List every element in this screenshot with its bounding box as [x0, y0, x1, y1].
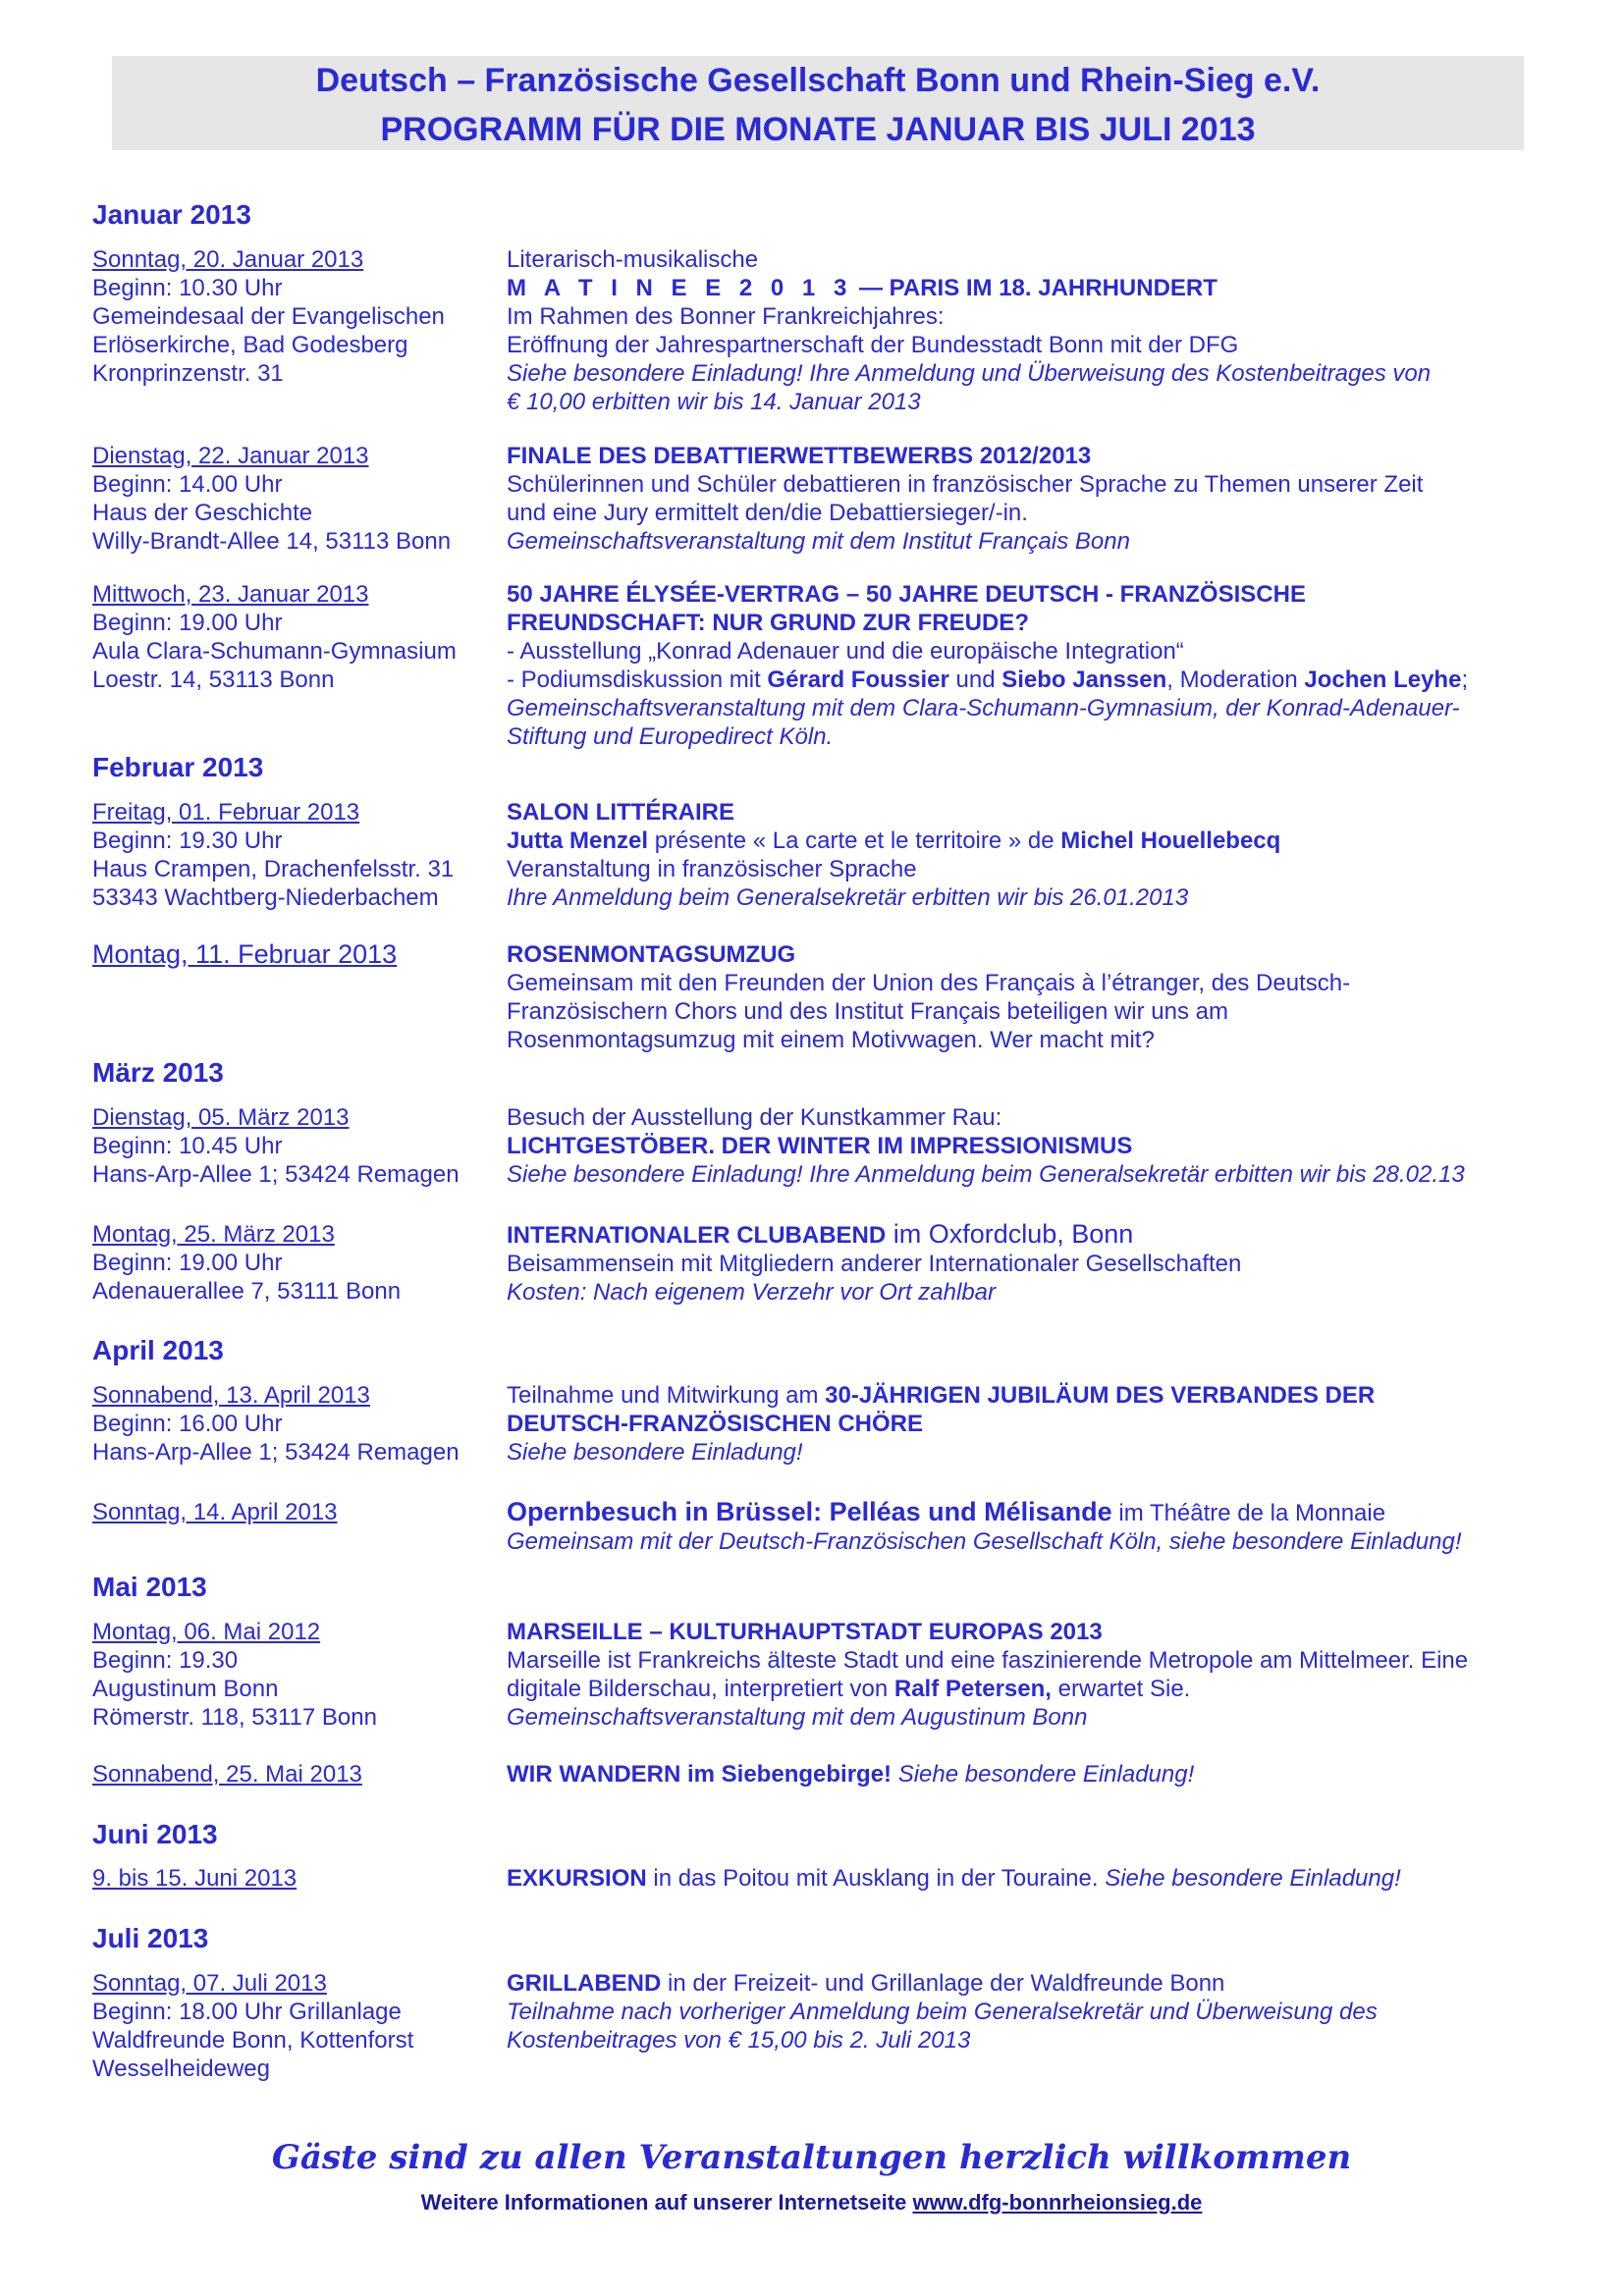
website-info-text: Weitere Informationen auf unserer Internetseite — [420, 2190, 913, 2215]
event-title: WIR WANDERN im Siebengebirge! — [507, 1761, 893, 1788]
event-text: Beisammensein mit Mitgliedern anderer Internationaler Gesellschaften — [507, 1251, 1242, 1277]
event-title: INTERNATIONALER CLUBABEND — [507, 1222, 887, 1249]
event-text: in das Poitou mit Ausklang in der Touraine. — [646, 1865, 1106, 1892]
event-venue: Aula Clara-Schumann-Gymnasium — [92, 638, 457, 665]
event-text: Besuch der Ausstellung der Kunstkammer Rau: — [507, 1104, 1002, 1131]
event-text: Schülerinnen und Schüler debattieren in französischer Sprache zu Themen unserer Zeit — [507, 471, 1424, 498]
program-title: PROGRAMM FÜR DIE MONATE JANUAR BIS JULI 2013 — [380, 111, 1256, 148]
event-title: SALON LITTÉRAIRE — [507, 799, 734, 826]
event-title: LICHTGESTÖBER. DER WINTER IM IMPRESSIONISMUS — [507, 1133, 1133, 1159]
speaker-name: Siebo Janssen — [1001, 667, 1167, 693]
event-text: und — [948, 667, 1002, 693]
event-address: 53343 Wachtberg-Niederbachem — [92, 884, 439, 911]
event-venue: Gemeindesaal der Evangelischen — [92, 303, 445, 330]
website-info — [0, 2190, 1623, 2216]
event-note: Siehe besondere Einladung! — [1105, 1865, 1401, 1892]
event-venue: Augustinum Bonn — [92, 1676, 279, 1702]
event-note: Gemeinschaftsveranstaltung mit dem Institut Français Bonn — [507, 528, 1130, 555]
event-note: Siehe besondere Einladung! — [892, 1761, 1195, 1788]
event-text: und eine Jury ermittelt den/die Debattiersieger/-in. — [507, 500, 1028, 526]
event-note: Kostenbeitrages von € 15,00 bis 2. Juli 2013 — [507, 2027, 971, 2054]
event-venue: Erlöserkirche, Bad Godesberg — [92, 332, 408, 358]
month-heading-mai: Mai 2013 — [92, 1572, 207, 1602]
event-date: Freitag, 01. Februar 2013 — [92, 799, 360, 826]
event-address: Kronprinzenstr. 31 — [92, 360, 284, 387]
speaker-name: Ralf Petersen, — [893, 1676, 1052, 1702]
event-location: im Théâtre de la Monnaie — [1111, 1500, 1386, 1526]
event-text: in der Freizeit- und Grillanlage der Waldfreunde Bonn — [661, 1970, 1225, 1997]
event-time: Beginn: 19.00 Uhr — [92, 610, 283, 636]
event-text: erwartet Sie. — [1051, 1676, 1191, 1702]
event-text: Marseille ist Frankreichs älteste Stadt und eine faszinierende Metropole am Mittelmeer. Eine — [507, 1647, 1469, 1674]
event-note: Siehe besondere Einladung! — [507, 1439, 803, 1466]
event-text: digitale Bilderschau, interpretiert von — [507, 1676, 894, 1702]
event-title: FINALE DES DEBATTIERWETTBEWERBS 2012/2013 — [507, 443, 1092, 469]
event-title: GRILLABEND — [507, 1970, 662, 1997]
event-venue: Haus der Geschichte — [92, 500, 313, 526]
event-time: Beginn: 14.00 Uhr — [92, 471, 283, 498]
month-heading-maerz: März 2013 — [92, 1057, 224, 1088]
month-heading-februar: Februar 2013 — [92, 752, 264, 782]
event-text: , Moderation — [1166, 667, 1305, 693]
event-title: 30-JÄHRIGEN JUBILÄUM DES VERBANDES DER — [825, 1382, 1376, 1409]
event-date: 9. bis 15. Juni 2013 — [92, 1865, 298, 1892]
event-text: Veranstaltung in französischer Sprache — [507, 856, 917, 882]
event-note: Stiftung und Europedirect Köln. — [507, 723, 834, 750]
event-note: € 10,00 erbitten wir bis 14. Januar 2013 — [507, 389, 921, 415]
event-title: DEUTSCH-FRANZÖSISCHEN CHÖRE — [507, 1411, 924, 1437]
event-title: MARSEILLE – KULTURHAUPTSTADT EUROPAS 2013 — [507, 1619, 1103, 1645]
event-title: FREUNDSCHAFT: NUR GRUND ZUR FREUDE? — [507, 610, 1029, 636]
event-note: Siehe besondere Einladung! Ihre Anmeldung beim Generalsekretär erbitten wir bis 28.02.13 — [507, 1161, 1465, 1188]
welcome-message: Gäste sind zu allen Veranstaltungen herzlich willkommen — [271, 2138, 1352, 2177]
speaker-name: Gérard Foussier — [767, 667, 949, 693]
website-link[interactable]: www.dfg-bonnrheionsieg.de — [912, 2190, 1203, 2215]
event-text: Rosenmontagsumzug mit einem Motivwagen. Wer macht mit? — [507, 1027, 1155, 1053]
event-text: - Podiumsdiskussion mit — [507, 667, 768, 693]
event-text: - Ausstellung „Konrad Adenauer und die europäische Integration“ — [507, 638, 1184, 665]
event-date: Montag, 25. März 2013 — [92, 1221, 335, 1248]
event-address: Römerstr. 118, 53117 Bonn — [92, 1704, 377, 1731]
event-title: EXKURSION — [507, 1865, 647, 1892]
event-address: Hans-Arp-Allee 1; 53424 Remagen — [92, 1439, 460, 1466]
month-heading-januar: Januar 2013 — [92, 199, 251, 230]
event-text: Literarisch-musikalische — [507, 246, 759, 273]
event-title: — PARIS IM 18. JAHRHUNDERT — [852, 275, 1217, 301]
event-text: Gemeinsam mit den Freunden der Union des Français à l’étranger, des Deutsch- — [507, 970, 1351, 996]
page-header — [112, 56, 1524, 150]
event-text: présente « La carte et le territoire » de — [648, 828, 1061, 854]
event-address: Loestr. 14, 53113 Bonn — [92, 667, 335, 693]
month-heading-juli: Juli 2013 — [92, 1923, 209, 1953]
event-note: Siehe besondere Einladung! Ihre Anmeldung und Überweisung des Kostenbeitrages von — [507, 360, 1432, 387]
event-venue: Waldfreunde Bonn, Kottenforst — [92, 2027, 414, 2054]
event-text: ; — [1461, 667, 1469, 693]
event-date: Mittwoch, 23. Januar 2013 — [92, 581, 369, 608]
event-time: Beginn: 18.00 Uhr Grillanlage — [92, 1999, 402, 2025]
event-time: Beginn: 19.30 Uhr — [92, 828, 283, 854]
author-name: Michel Houellebecq — [1060, 828, 1281, 854]
event-time: Beginn: 16.00 Uhr — [92, 1411, 283, 1437]
event-text: Teilnahme und Mitwirkung am — [507, 1382, 826, 1409]
event-text: Eröffnung der Jahrespartnerschaft der Bundesstadt Bonn mit der DFG — [507, 332, 1239, 358]
event-text: Französischern Chors und des Institut Français beteiligen wir uns am — [507, 998, 1228, 1025]
event-time: Beginn: 10.45 Uhr — [92, 1133, 283, 1159]
event-date: Sonntag, 20. Januar 2013 — [92, 246, 364, 273]
event-title: Opernbesuch in Brüssel: Pelléas und Mélisande — [507, 1497, 1112, 1526]
speaker-name: Jutta Menzel — [507, 828, 649, 854]
moderator-name: Jochen Leyhe — [1304, 667, 1462, 693]
event-venue: Haus Crampen, Drachenfelsstr. 31 — [92, 856, 455, 882]
event-note: Gemeinsam mit der Deutsch-Französischen Gesellschaft Köln, siehe besondere Einladung! — [507, 1528, 1462, 1555]
event-date: Montag, 06. Mai 2012 — [92, 1619, 321, 1645]
event-location: im Oxfordclub, Bonn — [886, 1219, 1134, 1249]
event-title: ROSENMONTAGSUMZUG — [507, 941, 796, 968]
event-address: Willy-Brandt-Allee 14, 53113 Bonn — [92, 528, 452, 555]
event-date: Montag, 11. Februar 2013 — [92, 939, 398, 969]
event-title: M A T I N E E 2 0 1 3 — [507, 275, 853, 301]
event-date: Dienstag, 22. Januar 2013 — [92, 443, 369, 469]
event-address: Wesselheideweg — [92, 2056, 270, 2082]
event-date: Sonntag, 14. April 2013 — [92, 1499, 338, 1525]
event-date: Sonnabend, 25. Mai 2013 — [92, 1761, 362, 1788]
event-date: Sonnabend, 13. April 2013 — [92, 1382, 370, 1409]
event-note: Kosten: Nach eigenem Verzehr vor Ort zahlbar — [507, 1279, 997, 1306]
event-time: Beginn: 19.00 Uhr — [92, 1250, 283, 1276]
society-name: Deutsch – Französische Gesellschaft Bonn und Rhein-Sieg e.V. — [315, 62, 1321, 99]
event-note: Ihre Anmeldung beim Generalsekretär erbitten wir bis 26.01.2013 — [507, 884, 1189, 911]
event-note: Gemeinschaftsveranstaltung mit dem Augustinum Bonn — [507, 1704, 1088, 1731]
event-note: Gemeinschaftsveranstaltung mit dem Clara-Schumann-Gymnasium, der Konrad-Adenauer- — [507, 695, 1460, 721]
event-date: Dienstag, 05. März 2013 — [92, 1104, 350, 1131]
month-heading-april: April 2013 — [92, 1335, 224, 1365]
event-time: Beginn: 19.30 — [92, 1647, 239, 1674]
event-address: Adenauerallee 7, 53111 Bonn — [92, 1278, 402, 1305]
event-title: 50 JAHRE ÉLYSÉE-VERTRAG – 50 JAHRE DEUTSCH - FRANZÖSISCHE — [507, 581, 1306, 608]
event-date: Sonntag, 07. Juli 2013 — [92, 1970, 327, 1997]
month-heading-juni: Juni 2013 — [92, 1819, 218, 1849]
event-address: Hans-Arp-Allee 1; 53424 Remagen — [92, 1161, 460, 1188]
event-text: Im Rahmen des Bonner Frankreichjahres: — [507, 303, 945, 330]
event-time: Beginn: 10.30 Uhr — [92, 275, 283, 301]
event-note: Teilnahme nach vorheriger Anmeldung beim Generalsekretär und Überweisung des — [507, 1999, 1378, 2025]
